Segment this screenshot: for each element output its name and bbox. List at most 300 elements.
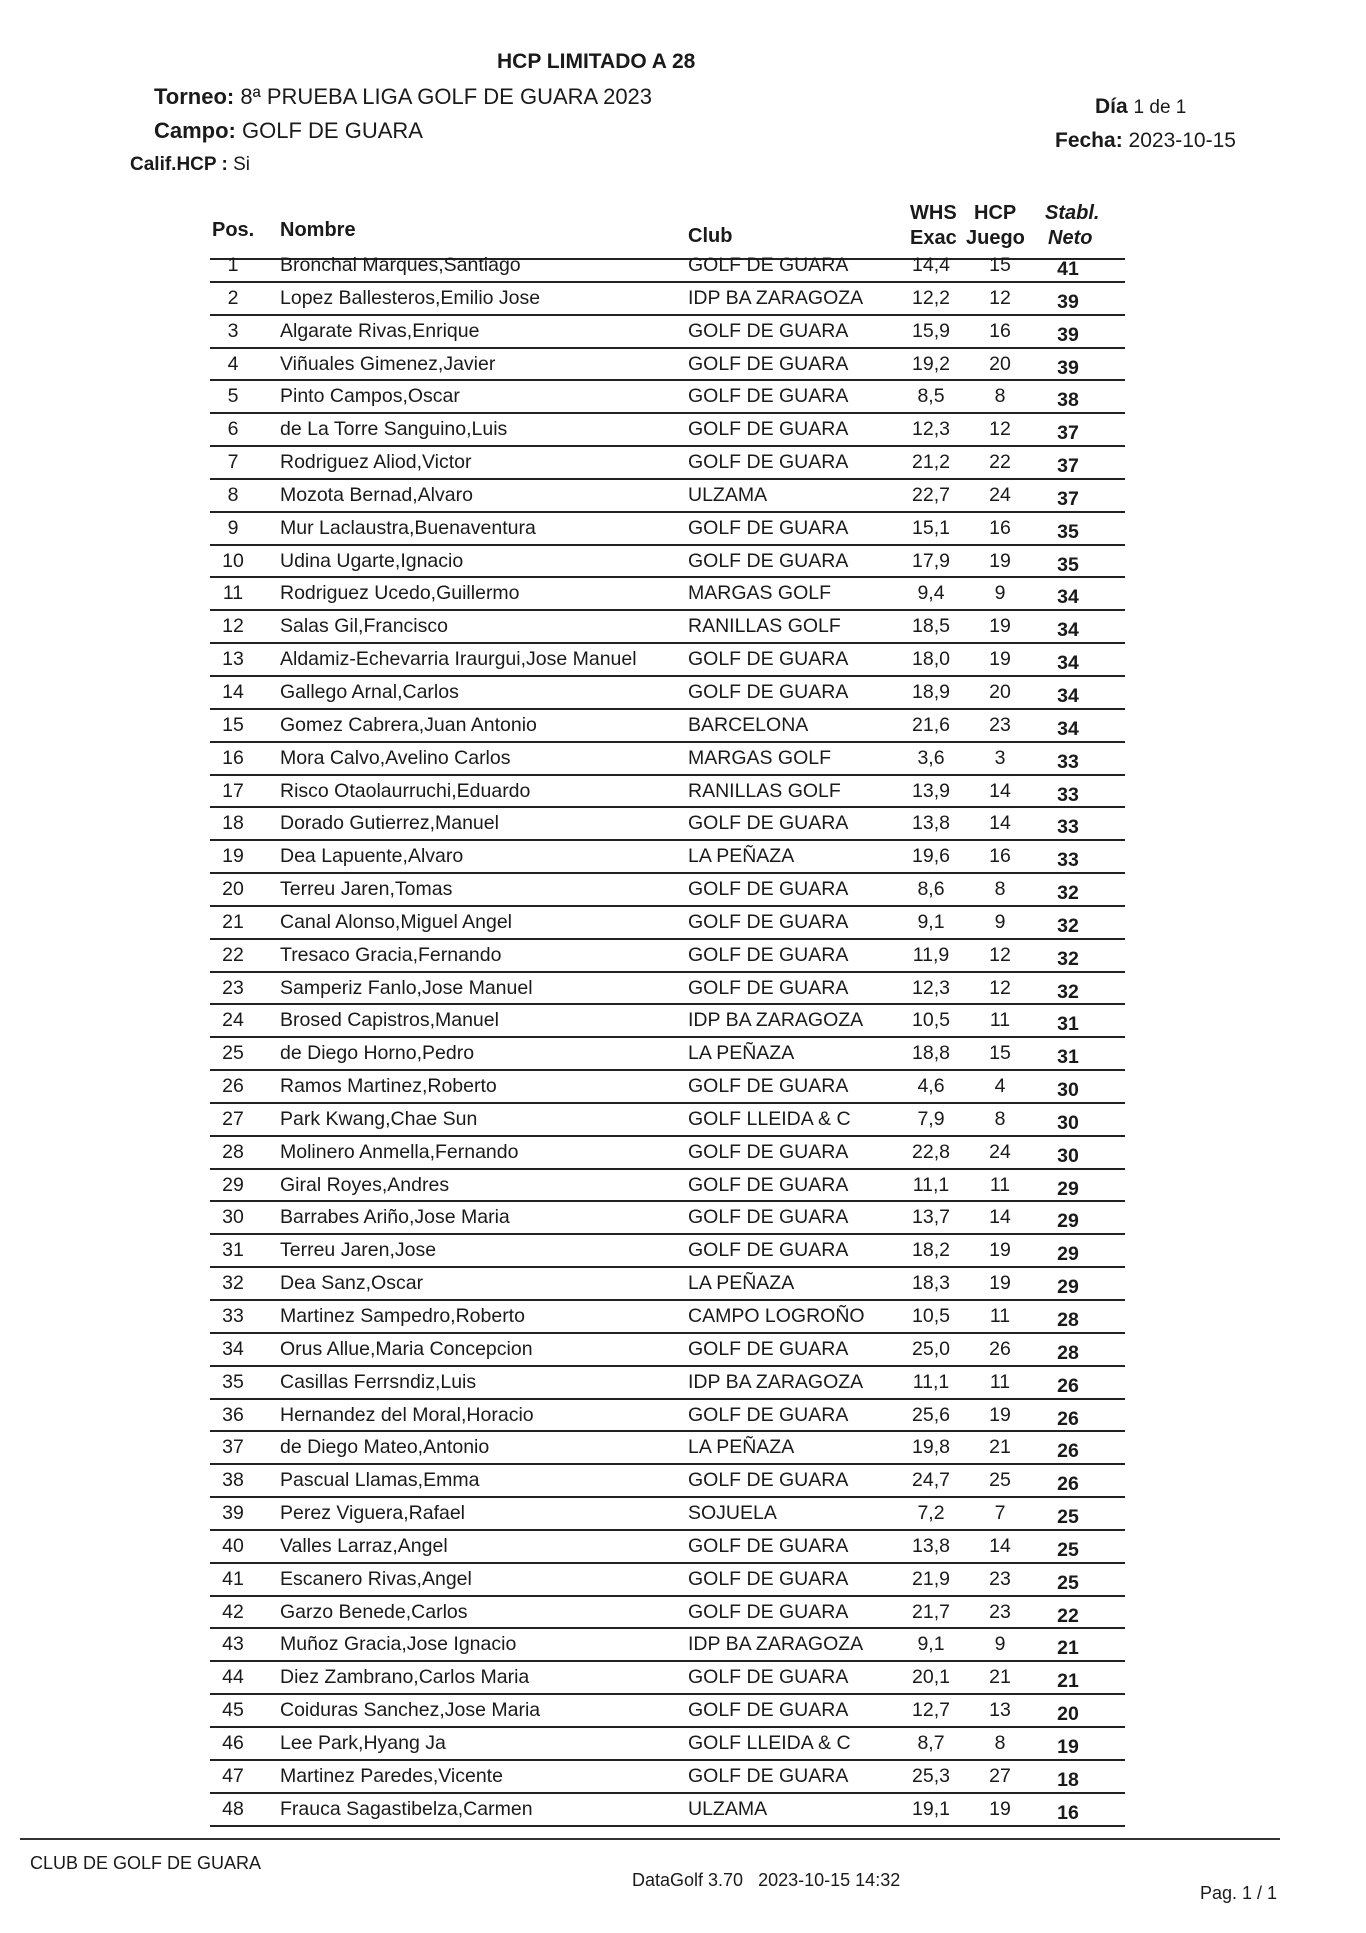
club-cell: GOLF DE GUARA (688, 1239, 849, 1262)
player-name-cell: Lee Park,Hyang Ja (280, 1731, 446, 1754)
whs-exact-cell: 25,6 (912, 1403, 950, 1426)
hcp-juego-cell: 23 (989, 713, 1011, 736)
hcp-juego-cell: 19 (989, 549, 1011, 572)
whs-exact-cell: 10,5 (912, 1009, 950, 1032)
player-name-cell: Bronchal Marques,Santiago (280, 254, 521, 276)
position-cell: 10 (222, 549, 244, 572)
stableford-neto-cell: 32 (1057, 980, 1079, 1003)
hcp-juego-cell: 26 (989, 1337, 1011, 1360)
whs-exact-cell: 18,0 (912, 648, 950, 671)
stableford-neto-cell: 37 (1057, 455, 1079, 478)
club-cell: GOLF DE GUARA (688, 1075, 849, 1098)
hcp-juego-cell: 19 (989, 1239, 1011, 1262)
whs-exact-cell: 19,2 (912, 352, 950, 375)
club-cell: GOLF DE GUARA (688, 943, 849, 966)
club-cell: GOLF DE GUARA (688, 1699, 849, 1722)
footer-timestamp: 2023-10-15 14:32 (758, 1870, 901, 1890)
course-label: Campo: (154, 118, 236, 143)
position-cell: 12 (222, 615, 244, 638)
stableford-neto-cell: 31 (1057, 1013, 1079, 1036)
player-name-cell: Pinto Campos,Oscar (280, 385, 460, 408)
day-value: 1 de 1 (1133, 97, 1187, 118)
position-cell: 23 (222, 976, 244, 999)
club-cell: GOLF DE GUARA (688, 812, 849, 835)
hcp-juego-cell: 11 (989, 1370, 1011, 1393)
table-row (210, 710, 1125, 743)
club-cell: IDP BA ZARAGOZA (688, 1370, 864, 1393)
stableford-neto-cell: 32 (1057, 882, 1079, 905)
player-name-cell: Escanero Rivas,Angel (280, 1567, 472, 1590)
position-cell: 26 (222, 1075, 244, 1098)
position-cell: 30 (222, 1206, 244, 1229)
club-cell: GOLF DE GUARA (688, 680, 849, 703)
stableford-neto-cell: 31 (1057, 1046, 1079, 1069)
player-name-cell: Lopez Ballesteros,Emilio Jose (280, 286, 541, 309)
whs-exact-cell: 9,1 (917, 910, 945, 933)
player-name-cell: Mozota Bernad,Alvaro (280, 483, 473, 506)
position-cell: 33 (222, 1305, 244, 1327)
whs-exact-cell: 13,8 (912, 812, 950, 835)
course-value: GOLF DE GUARA (242, 118, 423, 143)
player-name-cell: Viñuales Gimenez,Javier (280, 352, 496, 375)
hcp-juego-cell: 23 (989, 1600, 1011, 1623)
table-row (210, 1794, 1125, 1827)
stableford-neto-cell: 22 (1057, 1604, 1079, 1627)
position-cell: 31 (222, 1239, 244, 1262)
player-name-cell: Giral Royes,Andres (280, 1173, 450, 1196)
table-row (210, 480, 1125, 513)
table-row (210, 776, 1125, 809)
stableford-neto-cell: 32 (1057, 914, 1079, 937)
club-cell: GOLF DE GUARA (688, 910, 849, 933)
hcp-juego-cell: 14 (989, 812, 1011, 835)
whs-exact-cell: 12,3 (912, 418, 950, 441)
club-cell: ULZAMA (688, 1797, 768, 1820)
position-cell: 16 (222, 746, 244, 769)
player-name-cell: Park Kwang,Chae Sun (280, 1107, 478, 1130)
table-row (210, 1695, 1125, 1728)
table-row (210, 1629, 1125, 1662)
stableford-neto-cell: 33 (1057, 750, 1079, 773)
whs-exact-cell: 14,4 (912, 254, 950, 276)
whs-exact-cell: 9,1 (917, 1633, 945, 1656)
stableford-neto-cell: 33 (1057, 816, 1079, 839)
position-cell: 45 (222, 1699, 244, 1722)
club-cell: GOLF DE GUARA (688, 516, 849, 539)
whs-exact-cell: 19,6 (912, 845, 950, 868)
stableford-neto-cell: 21 (1057, 1637, 1079, 1660)
club-cell: GOLF LLEIDA & C (688, 1731, 851, 1754)
stableford-neto-cell: 32 (1057, 947, 1079, 970)
hcp-juego-cell: 21 (989, 1436, 1011, 1459)
whs-exact-cell: 9,4 (917, 582, 945, 605)
club-cell: GOLF DE GUARA (688, 319, 849, 342)
whs-exact-cell: 15,1 (912, 516, 950, 539)
hcp-juego-cell: 12 (989, 943, 1011, 966)
hcp-juego-cell: 19 (989, 1797, 1011, 1820)
player-name-cell: Terreu Jaren,Tomas (280, 878, 453, 901)
player-name-cell: Garzo Benede,Carlos (280, 1600, 468, 1623)
table-row (210, 513, 1125, 546)
club-cell: GOLF DE GUARA (688, 1173, 849, 1196)
table-row (210, 1662, 1125, 1695)
stableford-neto-cell: 35 (1057, 553, 1079, 576)
stableford-neto-cell: 33 (1057, 849, 1079, 872)
footer-club: CLUB DE GOLF DE GUARA (30, 1853, 262, 1873)
table-row (210, 874, 1125, 907)
table-row (210, 1761, 1125, 1794)
footer-software (632, 1870, 900, 1891)
results-table (210, 250, 1125, 1827)
stableford-neto-cell: 28 (1057, 1309, 1079, 1331)
whs-exact-cell: 15,9 (912, 319, 950, 342)
whs-exact-cell: 18,5 (912, 615, 950, 638)
whs-exact-cell: 21,7 (912, 1600, 950, 1623)
stableford-neto-cell: 34 (1057, 652, 1079, 675)
player-name-cell: de La Torre Sanguino,Luis (280, 418, 508, 441)
stableford-neto-cell: 33 (1057, 783, 1079, 806)
table-row (210, 1005, 1125, 1038)
position-cell: 20 (222, 878, 244, 901)
whs-exact-cell: 20,1 (912, 1666, 950, 1689)
stableford-neto-cell: 39 (1057, 356, 1079, 379)
hcp-juego-cell: 23 (989, 1567, 1011, 1590)
stableford-neto-cell: 34 (1057, 619, 1079, 642)
whs-exact-cell: 13,8 (912, 1534, 950, 1557)
position-cell: 29 (222, 1173, 244, 1196)
stableford-neto-cell: 30 (1057, 1079, 1079, 1102)
table-row (210, 611, 1125, 644)
position-cell: 22 (222, 943, 244, 966)
hcp-juego-cell: 19 (989, 648, 1011, 671)
club-cell: MARGAS GOLF (688, 582, 832, 605)
player-name-cell: Dorado Gutierrez,Manuel (280, 812, 499, 835)
player-name-cell: Rodriguez Aliod,Victor (280, 451, 472, 474)
position-cell: 21 (222, 910, 244, 933)
position-cell: 8 (227, 483, 239, 506)
stableford-neto-cell: 25 (1057, 1538, 1079, 1561)
club-cell: GOLF DE GUARA (688, 385, 849, 408)
whs-exact-cell: 8,7 (917, 1731, 945, 1754)
hcp-juego-cell: 21 (989, 1666, 1011, 1689)
hcp-juego-cell: 20 (989, 680, 1011, 703)
club-cell: GOLF DE GUARA (688, 1666, 849, 1689)
table-row (210, 578, 1125, 611)
position-cell: 18 (222, 812, 244, 835)
player-name-cell: Diez Zambrano,Carlos Maria (280, 1666, 530, 1689)
club-cell: LA PEÑAZA (688, 1272, 795, 1295)
hcp-juego-cell: 19 (989, 615, 1011, 638)
date-line (1055, 129, 1236, 153)
table-row (210, 381, 1125, 414)
table-row (210, 1268, 1125, 1301)
col-header-nombre: Nombre (280, 219, 356, 241)
table-row (210, 1038, 1125, 1071)
club-cell: SOJUELA (688, 1502, 777, 1525)
stableford-neto-cell: 18 (1057, 1768, 1079, 1791)
hcp-juego-cell: 8 (994, 1731, 1006, 1754)
club-cell: GOLF DE GUARA (688, 878, 849, 901)
club-cell: GOLF DE GUARA (688, 549, 849, 572)
position-cell: 36 (222, 1403, 244, 1426)
hcp-juego-cell: 16 (989, 845, 1011, 868)
club-cell: GOLF DE GUARA (688, 1403, 849, 1426)
table-row (210, 1235, 1125, 1268)
player-name-cell: Rodriguez Ucedo,Guillermo (280, 582, 520, 605)
whs-exact-cell: 21,9 (912, 1567, 950, 1590)
whs-exact-cell: 12,7 (912, 1699, 950, 1722)
hcp-juego-cell: 7 (994, 1502, 1006, 1525)
club-cell: BARCELONA (688, 713, 809, 736)
whs-exact-cell: 18,9 (912, 680, 950, 703)
hcp-juego-cell: 11 (989, 1305, 1011, 1327)
club-cell: LA PEÑAZA (688, 1436, 795, 1459)
hcp-juego-cell: 15 (989, 254, 1011, 276)
whs-exact-cell: 11,9 (912, 943, 950, 966)
player-name-cell: Dea Lapuente,Alvaro (280, 845, 464, 868)
table-row (210, 447, 1125, 480)
table-row (210, 546, 1125, 579)
table-row (210, 1071, 1125, 1104)
club-cell: GOLF DE GUARA (688, 352, 849, 375)
position-cell: 5 (227, 385, 239, 408)
club-cell: GOLF LLEIDA & C (688, 1107, 851, 1130)
stableford-neto-cell: 37 (1057, 422, 1079, 445)
stableford-neto-cell: 29 (1057, 1243, 1079, 1266)
hcp-juego-cell: 8 (994, 878, 1006, 901)
player-name-cell: Mur Laclaustra,Buenaventura (280, 516, 536, 539)
position-cell: 2 (227, 286, 239, 309)
club-cell: RANILLAS GOLF (688, 615, 841, 638)
position-cell: 11 (222, 582, 244, 605)
stableford-neto-cell: 29 (1057, 1276, 1079, 1299)
position-cell: 15 (222, 713, 244, 736)
club-cell: GOLF DE GUARA (688, 1567, 849, 1590)
stableford-neto-cell: 30 (1057, 1144, 1079, 1167)
tournament-label: Torneo: (154, 84, 235, 109)
hcp-juego-cell: 24 (989, 1140, 1011, 1163)
stableford-neto-cell: 34 (1057, 684, 1079, 707)
position-cell: 39 (222, 1502, 244, 1525)
hcp-juego-cell: 14 (989, 1206, 1011, 1229)
position-cell: 40 (222, 1534, 244, 1557)
whs-exact-cell: 11,1 (912, 1370, 950, 1393)
footer-software-version: DataGolf 3.70 (632, 1870, 744, 1890)
player-name-cell: Samperiz Fanlo,Jose Manuel (280, 976, 533, 999)
player-name-cell: Brosed Capistros,Manuel (280, 1009, 499, 1032)
whs-exact-cell: 18,8 (912, 1042, 950, 1065)
stableford-neto-cell: 35 (1057, 520, 1079, 543)
club-cell: IDP BA ZARAGOZA (688, 1633, 864, 1656)
club-cell: GOLF DE GUARA (688, 254, 849, 276)
player-name-cell: Dea Sanz,Oscar (280, 1272, 424, 1295)
position-cell: 3 (227, 319, 239, 342)
player-name-cell: Gallego Arnal,Carlos (280, 680, 459, 703)
table-row (210, 349, 1125, 382)
table-row (210, 677, 1125, 710)
whs-exact-cell: 13,7 (912, 1206, 950, 1229)
club-cell: GOLF DE GUARA (688, 1337, 849, 1360)
club-cell: CAMPO LOGROÑO (688, 1305, 865, 1327)
hcp-juego-cell: 14 (989, 1534, 1011, 1557)
player-name-cell: Udina Ugarte,Ignacio (280, 549, 464, 572)
position-cell: 38 (222, 1469, 244, 1492)
whs-exact-cell: 7,9 (917, 1107, 945, 1130)
hcp-juego-cell: 11 (989, 1173, 1011, 1196)
player-name-cell: Orus Allue,Maria Concepcion (280, 1337, 533, 1360)
whs-exact-cell: 21,2 (912, 451, 950, 474)
table-row (210, 250, 1125, 283)
whs-exact-cell: 8,6 (917, 878, 945, 901)
stableford-neto-cell: 25 (1057, 1571, 1079, 1594)
day-line (1095, 95, 1186, 119)
position-cell: 14 (222, 680, 244, 703)
whs-exact-cell: 25,0 (912, 1337, 950, 1360)
player-name-cell: Aldamiz-Echevarria Iraurgui,Jose Manuel (280, 648, 637, 671)
stableford-neto-cell: 16 (1057, 1801, 1079, 1824)
hcp-juego-cell: 11 (989, 1009, 1011, 1032)
player-name-cell: Salas Gil,Francisco (280, 615, 448, 638)
position-cell: 27 (222, 1107, 244, 1130)
stableford-neto-cell: 30 (1057, 1111, 1079, 1134)
col-header-pos: Pos. (212, 219, 255, 241)
table-row (210, 940, 1125, 973)
col-header-whs-bottom: Exac (910, 227, 957, 249)
position-cell: 4 (227, 352, 239, 375)
hcp-juego-cell: 19 (989, 1403, 1011, 1426)
position-cell: 13 (222, 648, 244, 671)
club-cell: GOLF DE GUARA (688, 451, 849, 474)
table-row (210, 316, 1125, 349)
table-row (210, 1498, 1125, 1531)
stableford-neto-cell: 34 (1057, 717, 1079, 740)
whs-exact-cell: 13,9 (912, 779, 950, 802)
player-name-cell: Pascual Llamas,Emma (280, 1469, 480, 1492)
stableford-neto-cell: 26 (1057, 1374, 1079, 1397)
club-cell: GOLF DE GUARA (688, 1469, 849, 1492)
club-cell: IDP BA ZARAGOZA (688, 1009, 864, 1032)
stableford-neto-cell: 26 (1057, 1407, 1079, 1430)
player-name-cell: Frauca Sagastibelza,Carmen (280, 1797, 533, 1820)
player-name-cell: Casillas Ferrsndiz,Luis (280, 1370, 477, 1393)
hcp-juego-cell: 12 (989, 418, 1011, 441)
table-row (210, 1465, 1125, 1498)
hcp-juego-cell: 8 (994, 1107, 1006, 1130)
player-name-cell: Martinez Sampedro,Roberto (280, 1305, 525, 1327)
calif-hcp-line (130, 154, 250, 176)
position-cell: 43 (222, 1633, 244, 1656)
hcp-juego-cell: 4 (994, 1075, 1006, 1098)
hcp-juego-cell: 16 (989, 516, 1011, 539)
position-cell: 19 (222, 845, 244, 868)
date-value: 2023-10-15 (1128, 129, 1236, 152)
whs-exact-cell: 25,3 (912, 1764, 950, 1787)
whs-exact-cell: 21,6 (912, 713, 950, 736)
club-cell: MARGAS GOLF (688, 746, 832, 769)
position-cell: 42 (222, 1600, 244, 1623)
club-cell: GOLF DE GUARA (688, 1140, 849, 1163)
position-cell: 1 (227, 254, 239, 276)
position-cell: 47 (222, 1764, 244, 1787)
whs-exact-cell: 22,8 (912, 1140, 950, 1163)
stableford-neto-cell: 28 (1057, 1341, 1079, 1364)
position-cell: 37 (222, 1436, 244, 1459)
position-cell: 25 (222, 1042, 244, 1065)
whs-exact-cell: 7,2 (917, 1502, 945, 1525)
tournament-value: 8ª PRUEBA LIGA GOLF DE GUARA 2023 (240, 84, 653, 109)
whs-exact-cell: 11,1 (912, 1173, 950, 1196)
player-name-cell: Gomez Cabrera,Juan Antonio (280, 713, 537, 736)
hcp-juego-cell: 8 (994, 385, 1006, 408)
table-row (210, 907, 1125, 940)
club-cell: GOLF DE GUARA (688, 648, 849, 671)
position-cell: 9 (227, 516, 239, 539)
player-name-cell: Valles Larraz,Angel (280, 1534, 448, 1557)
table-row (210, 283, 1125, 316)
position-cell: 28 (222, 1140, 244, 1163)
stableford-neto-cell: 26 (1057, 1440, 1079, 1463)
club-cell: RANILLAS GOLF (688, 779, 841, 802)
position-cell: 32 (222, 1272, 244, 1295)
table-row (210, 1400, 1125, 1433)
table-row (210, 1202, 1125, 1235)
club-cell: ULZAMA (688, 483, 768, 506)
table-row (210, 414, 1125, 447)
player-name-cell: Barrabes Ariño,Jose Maria (280, 1206, 510, 1229)
day-label: Día (1095, 95, 1128, 118)
stableford-neto-cell: 25 (1057, 1506, 1079, 1529)
stableford-neto-cell: 29 (1057, 1210, 1079, 1233)
hcp-juego-cell: 9 (994, 910, 1006, 933)
position-cell: 17 (222, 779, 244, 802)
whs-exact-cell: 8,5 (917, 385, 945, 408)
player-name-cell: Hernandez del Moral,Horacio (280, 1403, 534, 1426)
whs-exact-cell: 3,6 (917, 746, 945, 769)
position-cell: 6 (227, 418, 239, 441)
whs-exact-cell: 18,3 (912, 1272, 950, 1295)
table-row (210, 1564, 1125, 1597)
stableford-neto-cell: 38 (1057, 389, 1079, 412)
hcp-juego-cell: 12 (989, 286, 1011, 309)
table-row (210, 1597, 1125, 1630)
position-cell: 46 (222, 1731, 244, 1754)
position-cell: 24 (222, 1009, 244, 1032)
whs-exact-cell: 19,1 (912, 1797, 950, 1820)
footer-page-number: Pag. 1 / 1 (1200, 1883, 1278, 1903)
whs-exact-cell: 24,7 (912, 1469, 950, 1492)
position-cell: 48 (222, 1797, 244, 1820)
player-name-cell: Terreu Jaren,Jose (280, 1239, 437, 1262)
table-row (210, 1728, 1125, 1761)
hcp-juego-cell: 15 (989, 1042, 1011, 1065)
col-header-hcp-bottom: Juego (966, 227, 1025, 249)
stableford-neto-cell: 21 (1057, 1670, 1079, 1693)
stableford-neto-cell: 29 (1057, 1177, 1079, 1200)
hcp-juego-cell: 16 (989, 319, 1011, 342)
hcp-juego-cell: 3 (994, 746, 1006, 769)
table-row (210, 644, 1125, 677)
table-row (210, 1137, 1125, 1170)
player-name-cell: Tresaco Gracia,Fernando (280, 943, 502, 966)
whs-exact-cell: 18,2 (912, 1239, 950, 1262)
whs-exact-cell: 10,5 (912, 1305, 950, 1327)
player-name-cell: Perez Viguera,Rafael (280, 1502, 466, 1525)
player-name-cell: Molinero Anmella,Fernando (280, 1140, 519, 1163)
stableford-neto-cell: 41 (1057, 258, 1079, 280)
hcp-juego-cell: 9 (994, 582, 1006, 605)
club-cell: GOLF DE GUARA (688, 1206, 849, 1229)
col-header-stabl-top: Stabl. (1045, 202, 1100, 224)
